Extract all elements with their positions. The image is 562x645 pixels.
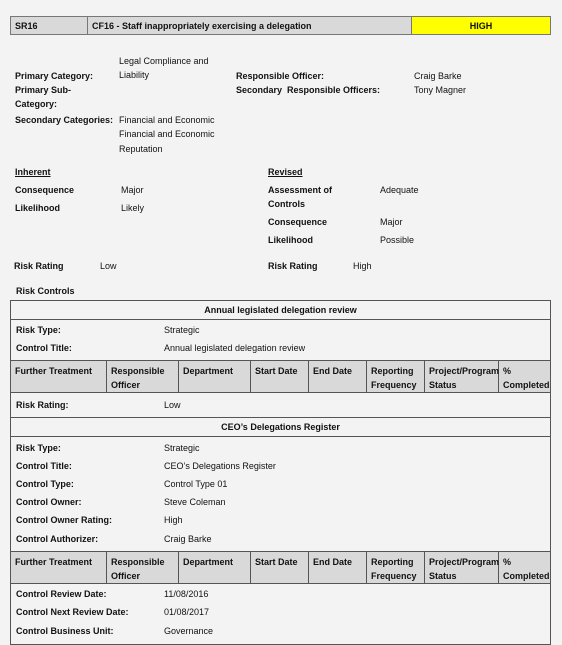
column-header: Further Treatment [11, 361, 107, 392]
field-value: 11/08/2016 [164, 589, 209, 599]
primary-category-label: Primary Category: [15, 71, 94, 81]
column-header: Responsible Officer [107, 361, 179, 392]
primary-sub-category-label-1: Primary Sub- [15, 85, 72, 95]
revised-heading: Revised [268, 167, 303, 177]
field-label: Control Business Unit: [16, 626, 114, 636]
field-label: Control Authorizer: [16, 534, 99, 544]
risk-id: SR16 [11, 17, 88, 34]
risk-title: CF16 - Staff inappropriately exercising a delegation [88, 17, 412, 34]
revised-consequence-label: Consequence [268, 217, 328, 227]
control-section-title: CEO’s Delegations Register [11, 417, 550, 437]
column-header: Department [179, 361, 251, 392]
responsible-officer-value: Craig Barke [414, 71, 462, 81]
revised-assessment-label-2: Controls [268, 199, 305, 209]
column-header: Reporting Frequency [367, 361, 425, 392]
field-label: Control Title: [16, 461, 72, 471]
field-value: Strategic [164, 443, 200, 453]
primary-category-value-1: Legal Compliance and [119, 56, 209, 66]
field-label: Control Owner Rating: [16, 515, 112, 525]
revised-likelihood-label: Likelihood [268, 235, 313, 245]
primary-category-value-2: Liability [119, 70, 150, 80]
responsible-officer-label: Responsible Officer: [236, 71, 325, 81]
revised-risk-rating-value: High [353, 261, 372, 271]
field-label: Risk Type: [16, 443, 61, 453]
field-label: Risk Rating: [16, 400, 69, 410]
field-label: Control Title: [16, 343, 72, 353]
inherent-consequence-label: Consequence [15, 185, 75, 195]
column-header: Project/Program Status [425, 361, 499, 392]
field-label: Control Type: [16, 479, 74, 489]
inherent-risk-rating-label: Risk Rating [14, 261, 64, 271]
field-value: Control Type 01 [164, 479, 228, 489]
column-header: Department [179, 552, 251, 583]
field-value: Steve Coleman [164, 497, 226, 507]
column-header: Responsible Officer [107, 552, 179, 583]
treatment-columns-header [11, 360, 550, 393]
field-label: Control Next Review Date: [16, 607, 129, 617]
field-value: Annual legislated delegation review [164, 343, 306, 353]
risk-controls-table [10, 300, 551, 645]
revised-assessment-label-1: Assessment of [268, 185, 333, 195]
primary-sub-category-label-2: Category: [15, 99, 58, 109]
secondary-category-item: Financial and Economic [119, 129, 215, 139]
secondary-categories-label: Secondary Categories: [15, 115, 114, 125]
control-section-title: Annual legislated delegation review [11, 301, 550, 320]
column-header: Start Date [251, 552, 309, 583]
column-header: Further Treatment [11, 552, 107, 583]
inherent-likelihood-label: Likelihood [15, 203, 60, 213]
secondary-officers-label: Secondary Responsible Officers: [236, 85, 381, 95]
revised-likelihood-value: Possible [380, 235, 415, 245]
treatment-columns-header [11, 551, 550, 584]
column-header: % Completed [503, 557, 550, 581]
column-header: Project/Program Status [425, 552, 499, 583]
field-label: Control Review Date: [16, 589, 107, 599]
column-header: End Date [309, 361, 367, 392]
revised-assessment-value: Adequate [380, 185, 419, 195]
field-value: CEO’s Delegations Register [164, 461, 276, 471]
column-header: End Date [309, 552, 367, 583]
column-header: % Completed [503, 366, 550, 390]
inherent-risk-rating-value: Low [100, 261, 117, 271]
field-label: Risk Type: [16, 325, 61, 335]
secondary-officers-value: Tony Magner [414, 85, 467, 95]
field-value: High [164, 515, 183, 525]
field-value: Strategic [164, 325, 200, 335]
field-value: Governance [164, 626, 214, 636]
field-value: Low [164, 400, 181, 410]
inherent-consequence-value: Major [121, 185, 144, 195]
field-value: 01/08/2017 [164, 607, 210, 617]
column-header: Start Date [251, 361, 309, 392]
secondary-category-item: Financial and Economic [119, 115, 215, 125]
field-value: Craig Barke [164, 534, 212, 544]
revised-consequence-value: Major [380, 217, 403, 227]
secondary-category-item: Reputation [119, 144, 163, 154]
risk-level-badge: HIGH [412, 17, 550, 34]
revised-risk-rating-label: Risk Rating [268, 261, 318, 271]
column-header: Reporting Frequency [367, 552, 425, 583]
risk-controls-heading: Risk Controls [16, 286, 75, 296]
inherent-heading: Inherent [15, 167, 51, 177]
risk-header [10, 16, 551, 35]
field-label: Control Owner: [16, 497, 82, 507]
inherent-likelihood-value: Likely [121, 203, 145, 213]
